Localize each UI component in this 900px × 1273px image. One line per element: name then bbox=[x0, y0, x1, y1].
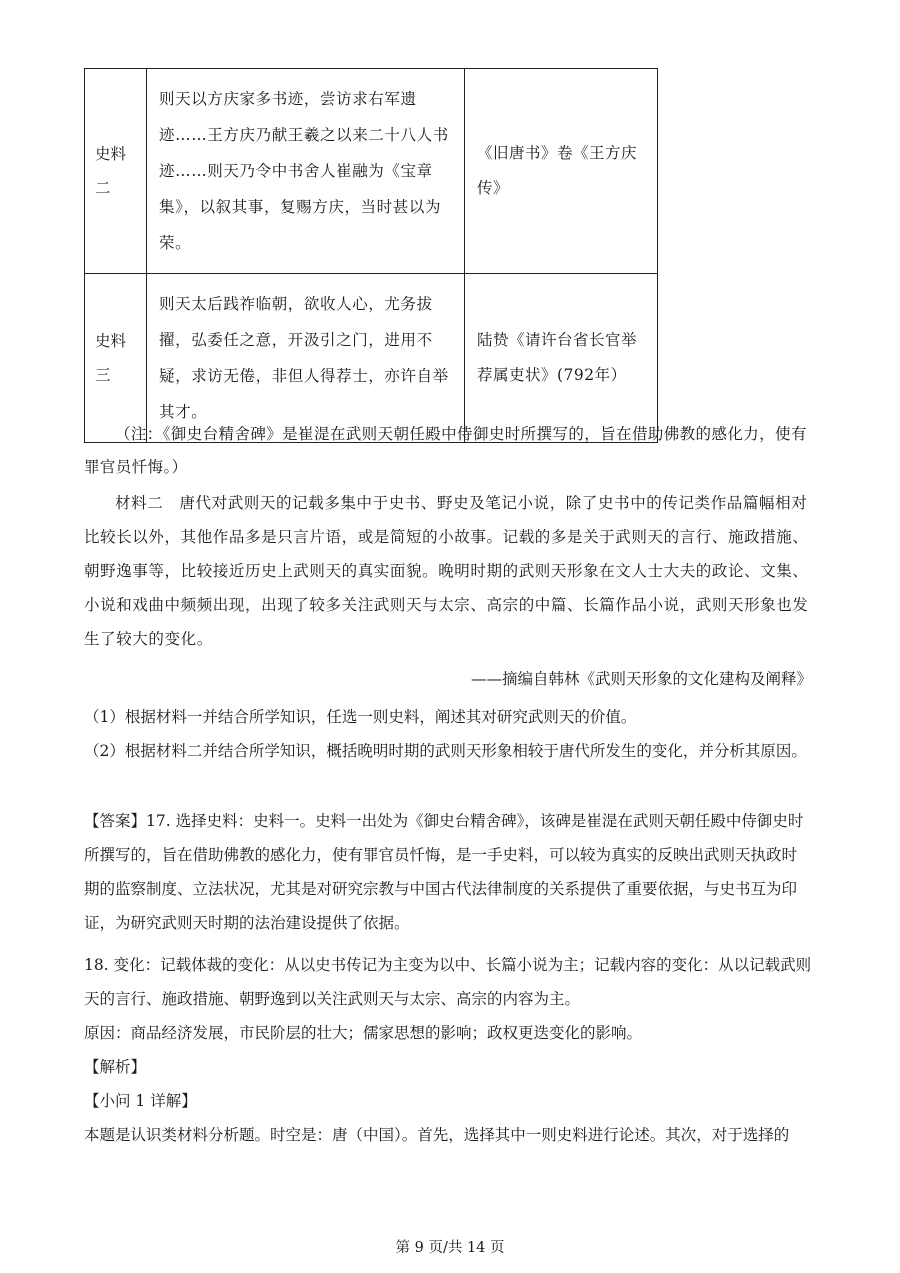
answer-17: 【答案】17. 选择史料：史料一。史料一出处为《御史台精舍碑》，该碑是崔湜在武则天朝任殿中侍御史时所撰写的，旨在借助佛教的感化力，使有罪官员忏悔，是一手史料，可以较为真实的反映出武则天执政时期的监察制度、立法状况，尤其是对研究宗教与中国古代法律制度的关系提供了重要依据，与史书互为印证，为研究武则天时期的法治建设提供了依据。 bbox=[84, 812, 804, 932]
row-text: 则天以方庆家多书迹，尝访求右军遗迹……王方庆乃献王羲之以来二十八人书迹……则天乃令中书舍人崔融为《宝章集》，以叙其事，复赐方庆，当时甚以为荣。 bbox=[147, 69, 465, 274]
material-two: 材料二 唐代对武则天的记载多集中于史书、野史及笔记小说，除了史书中的传记类作品篇幅相对比较长以外，其他作品多是只言片语，或是简短的小故事。记载的多是关于武则天的言行、施政措施、朝野逸事等，比较接近历史上武则天的真实面貌。晚明时期的武则天形象在文人士大夫的政论、文集、小说和戏曲中频频出现，出现了较多关注武则天与太宗、高宗的中篇、长篇作品小说，武则天形象也发生了较大的变化。 bbox=[84, 494, 809, 648]
answer-18: 18. 变化：记载体裁的变化：从以史书传记为主变为以中、长篇小说为主；记载内容的变化：从以记载武则天的言行、施政措施、朝野逸到以关注武则天与太宗、高宗的内容为主。 bbox=[84, 956, 812, 1008]
analysis-subheading: 【小问 1 详解】 bbox=[84, 1092, 197, 1110]
answer-reason: 原因：商品经济发展，市民阶层的壮大；儒家思想的影响；政权更迭变化的影响。 bbox=[84, 1024, 643, 1042]
table-row bbox=[85, 69, 658, 274]
page-number: 第 9 页/共 14 页 bbox=[395, 1240, 505, 1256]
material-citation: ——摘编自韩林《武则天形象的文化建构及阐释》 bbox=[470, 670, 812, 688]
question-2: （2）根据材料二并结合所学知识，概括晚明时期的武则天形象相较于唐代所发生的变化，并分析其原因。 bbox=[84, 742, 807, 760]
row-source: 陆贽《请许台省长官举荐属吏状》(792年） bbox=[465, 274, 658, 443]
source-table bbox=[84, 68, 658, 443]
question-1: （1）根据材料一并结合所学知识，任选一则史料，阐述其对研究武则天的价值。 bbox=[84, 708, 637, 726]
table-note: （注：《御史台精舍碑》是崔湜在武则天朝任殿中侍御史时所撰写的，旨在借助佛教的感化力，使有罪官员忏悔。） bbox=[84, 425, 807, 476]
row-label: 史料二 bbox=[85, 69, 147, 274]
analysis-text: 本题是认识类材料分析题。时空是：唐（中国）。首先，选择其中一则史料进行论述。其次，对于选择的 bbox=[84, 1126, 790, 1144]
analysis-heading: 【解析】 bbox=[84, 1058, 147, 1076]
row-text: 则天太后践祚临朝，欲收人心，尤务拔擢，弘委任之意，开汲引之门，进用不疑，求访无倦，非但人得荐士，亦许自举其才。 bbox=[147, 274, 465, 443]
row-source: 《旧唐书》卷《王方庆传》 bbox=[465, 69, 658, 274]
row-label: 史料三 bbox=[85, 274, 147, 443]
